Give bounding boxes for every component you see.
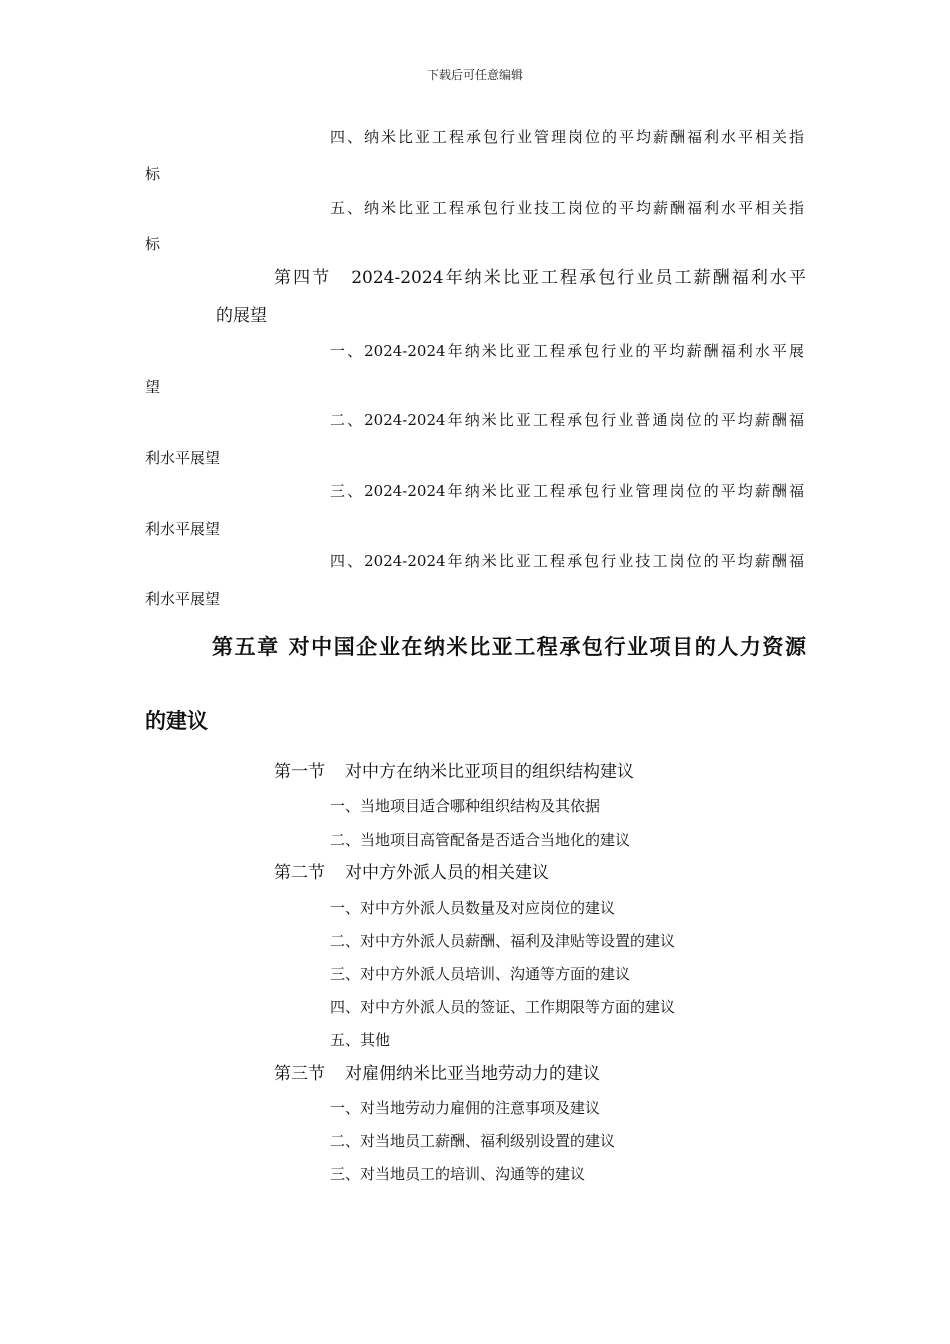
toc-item: 一、对中方外派人员数量及对应岗位的建议 <box>330 899 616 917</box>
toc-item-continuation: 望 <box>145 378 161 396</box>
toc-item: 二、对中方外派人员薪酬、福利及津贴等设置的建议 <box>330 932 676 950</box>
toc-section-heading <box>274 266 806 290</box>
section-number: 第一节 <box>274 762 325 782</box>
toc-item: 一、对当地劳动力雇佣的注意事项及建议 <box>330 1099 601 1117</box>
chapter-heading: 第五章 对中国企业在纳米比亚工程承包行业项目的人力资源 <box>212 635 806 659</box>
toc-item-continuation: 标 <box>145 165 161 183</box>
toc-item-continuation: 利水平展望 <box>145 520 221 538</box>
toc-item: 二、对当地员工薪酬、福利级别设置的建议 <box>330 1132 616 1150</box>
toc-item: 三、2024-2024年纳米比亚工程承包行业管理岗位的平均薪酬福 <box>330 482 804 500</box>
toc-section-heading <box>274 861 549 885</box>
toc-item-continuation: 标 <box>145 235 161 253</box>
section-title: 对雇佣纳米比亚当地劳动力的建议 <box>345 1064 600 1084</box>
toc-item: 五、其他 <box>330 1031 391 1049</box>
section-title: 对中方在纳米比亚项目的组织结构建议 <box>345 762 634 782</box>
toc-item: 一、2024-2024年纳米比亚工程承包行业的平均薪酬福利水平展 <box>330 342 804 360</box>
toc-item: 二、2024-2024年纳米比亚工程承包行业普通岗位的平均薪酬福 <box>330 411 804 429</box>
toc-item: 四、纳米比亚工程承包行业管理岗位的平均薪酬福利水平相关指 <box>330 128 804 146</box>
section-number: 第三节 <box>274 1064 325 1084</box>
toc-item-continuation: 利水平展望 <box>145 449 221 467</box>
section-number: 第二节 <box>274 863 325 883</box>
section-title: 对中方外派人员的相关建议 <box>345 863 549 883</box>
toc-item: 三、对当地员工的培训、沟通等的建议 <box>330 1165 586 1183</box>
toc-section-heading <box>274 1062 600 1086</box>
toc-section-heading <box>274 760 634 784</box>
toc-item: 四、对中方外派人员的签证、工作期限等方面的建议 <box>330 998 676 1016</box>
chapter-heading-continuation: 的建议 <box>145 709 208 733</box>
toc-section-heading-continuation: 的展望 <box>216 306 267 326</box>
section-number: 第四节 <box>274 268 332 288</box>
toc-item: 五、纳米比亚工程承包行业技工岗位的平均薪酬福利水平相关指 <box>330 199 804 217</box>
toc-item: 三、对中方外派人员培训、沟通等方面的建议 <box>330 965 631 983</box>
page-header: 下载后可任意编辑 <box>426 68 523 82</box>
toc-item-continuation: 利水平展望 <box>145 590 221 608</box>
toc-item: 一、当地项目适合哪种组织结构及其依据 <box>330 797 601 815</box>
toc-item: 二、当地项目高管配备是否适合当地化的建议 <box>330 831 631 849</box>
toc-item: 四、2024-2024年纳米比亚工程承包行业技工岗位的平均薪酬福 <box>330 552 804 570</box>
section-title: 2024-2024年纳米比亚工程承包行业员工薪酬福利水平 <box>351 268 806 288</box>
